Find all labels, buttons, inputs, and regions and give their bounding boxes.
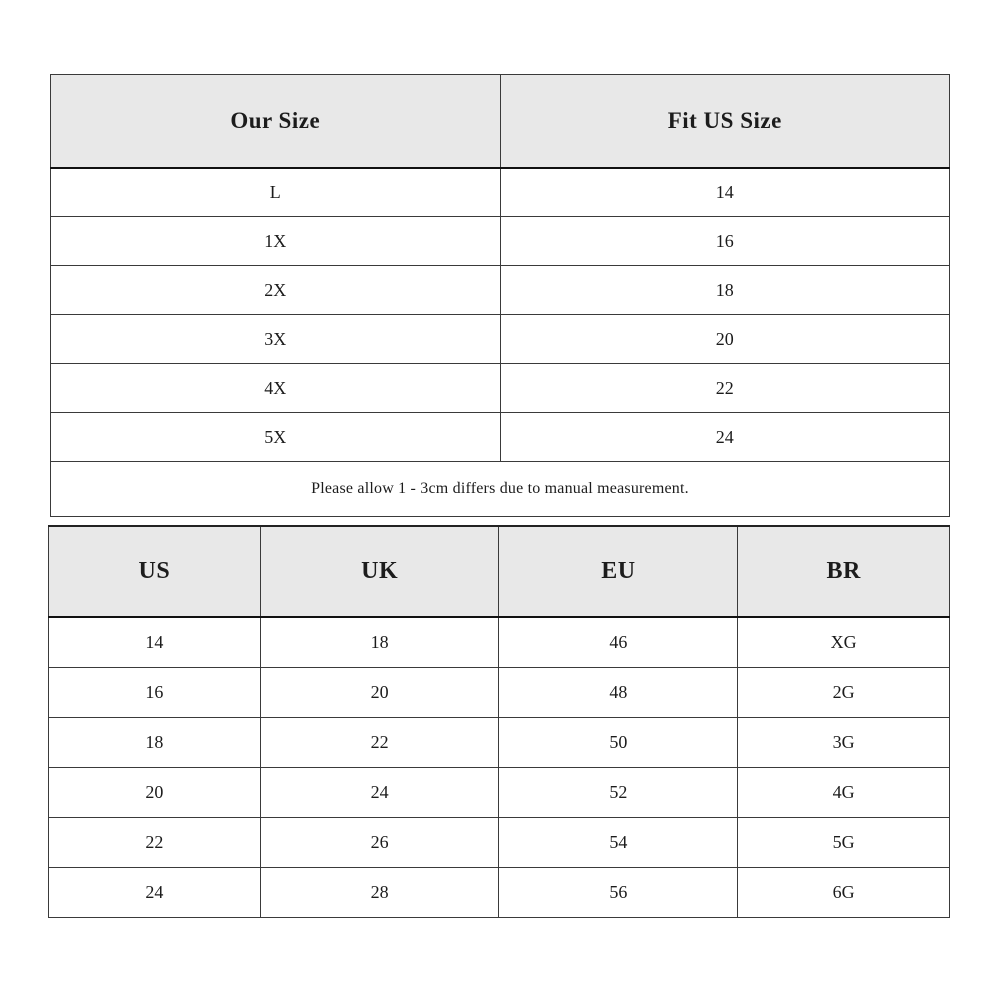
table-row bbox=[51, 315, 950, 364]
table-row bbox=[49, 767, 950, 817]
uk-header-cell: UK bbox=[260, 526, 499, 617]
br-size-value: 2G bbox=[738, 667, 950, 717]
br-size-value: 3G bbox=[738, 717, 950, 767]
uk-size-value: 20 bbox=[260, 667, 499, 717]
br-size-value: 5G bbox=[738, 817, 950, 867]
fit-us-size-value: 18 bbox=[500, 266, 950, 315]
our-size-table bbox=[50, 74, 950, 517]
our-size-table-body bbox=[51, 168, 950, 517]
table-row bbox=[51, 364, 950, 413]
our-size-value: L bbox=[51, 168, 501, 217]
note-row bbox=[51, 462, 950, 517]
uk-size-value: 28 bbox=[260, 867, 499, 917]
our-size-value: 2X bbox=[51, 266, 501, 315]
our-size-table-header bbox=[51, 75, 950, 168]
table-row bbox=[49, 617, 950, 667]
table-row bbox=[49, 867, 950, 917]
table-row bbox=[49, 717, 950, 767]
br-size-value: 4G bbox=[738, 767, 950, 817]
fit-us-size-value: 24 bbox=[500, 413, 950, 462]
uk-size-value: 22 bbox=[260, 717, 499, 767]
eu-size-value: 46 bbox=[499, 617, 738, 667]
eu-size-value: 50 bbox=[499, 717, 738, 767]
eu-size-value: 52 bbox=[499, 767, 738, 817]
conversion-table-body bbox=[49, 617, 950, 917]
uk-size-value: 18 bbox=[260, 617, 499, 667]
us-size-value: 20 bbox=[49, 767, 261, 817]
us-size-value: 16 bbox=[49, 667, 261, 717]
us-size-value: 24 bbox=[49, 867, 261, 917]
us-size-value: 18 bbox=[49, 717, 261, 767]
eu-size-value: 56 bbox=[499, 867, 738, 917]
br-size-value: 6G bbox=[738, 867, 950, 917]
header-row bbox=[49, 526, 950, 617]
eu-size-value: 48 bbox=[499, 667, 738, 717]
our-size-header-cell: Our Size bbox=[51, 75, 501, 168]
uk-size-value: 26 bbox=[260, 817, 499, 867]
fit-us-size-value: 22 bbox=[500, 364, 950, 413]
conversion-table-header bbox=[49, 526, 950, 617]
table-row bbox=[49, 817, 950, 867]
our-size-value: 4X bbox=[51, 364, 501, 413]
eu-header-cell: EU bbox=[499, 526, 738, 617]
measurement-note: Please allow 1 - 3cm differs due to manual measurement. bbox=[51, 462, 950, 517]
eu-size-value: 54 bbox=[499, 817, 738, 867]
our-size-value: 1X bbox=[51, 217, 501, 266]
fit-us-size-value: 20 bbox=[500, 315, 950, 364]
table-row bbox=[51, 266, 950, 315]
br-size-value: XG bbox=[738, 617, 950, 667]
table-row bbox=[51, 168, 950, 217]
table-row bbox=[51, 217, 950, 266]
br-header-cell: BR bbox=[738, 526, 950, 617]
us-size-value: 14 bbox=[49, 617, 261, 667]
table-row bbox=[49, 667, 950, 717]
fit-us-size-value: 16 bbox=[500, 217, 950, 266]
table-row bbox=[51, 413, 950, 462]
us-size-value: 22 bbox=[49, 817, 261, 867]
us-header-cell: US bbox=[49, 526, 261, 617]
our-size-value: 5X bbox=[51, 413, 501, 462]
uk-size-value: 24 bbox=[260, 767, 499, 817]
fit-us-size-header-cell: Fit US Size bbox=[500, 75, 950, 168]
conversion-table bbox=[48, 525, 950, 918]
our-size-value: 3X bbox=[51, 315, 501, 364]
header-row bbox=[51, 75, 950, 168]
fit-us-size-value: 14 bbox=[500, 168, 950, 217]
